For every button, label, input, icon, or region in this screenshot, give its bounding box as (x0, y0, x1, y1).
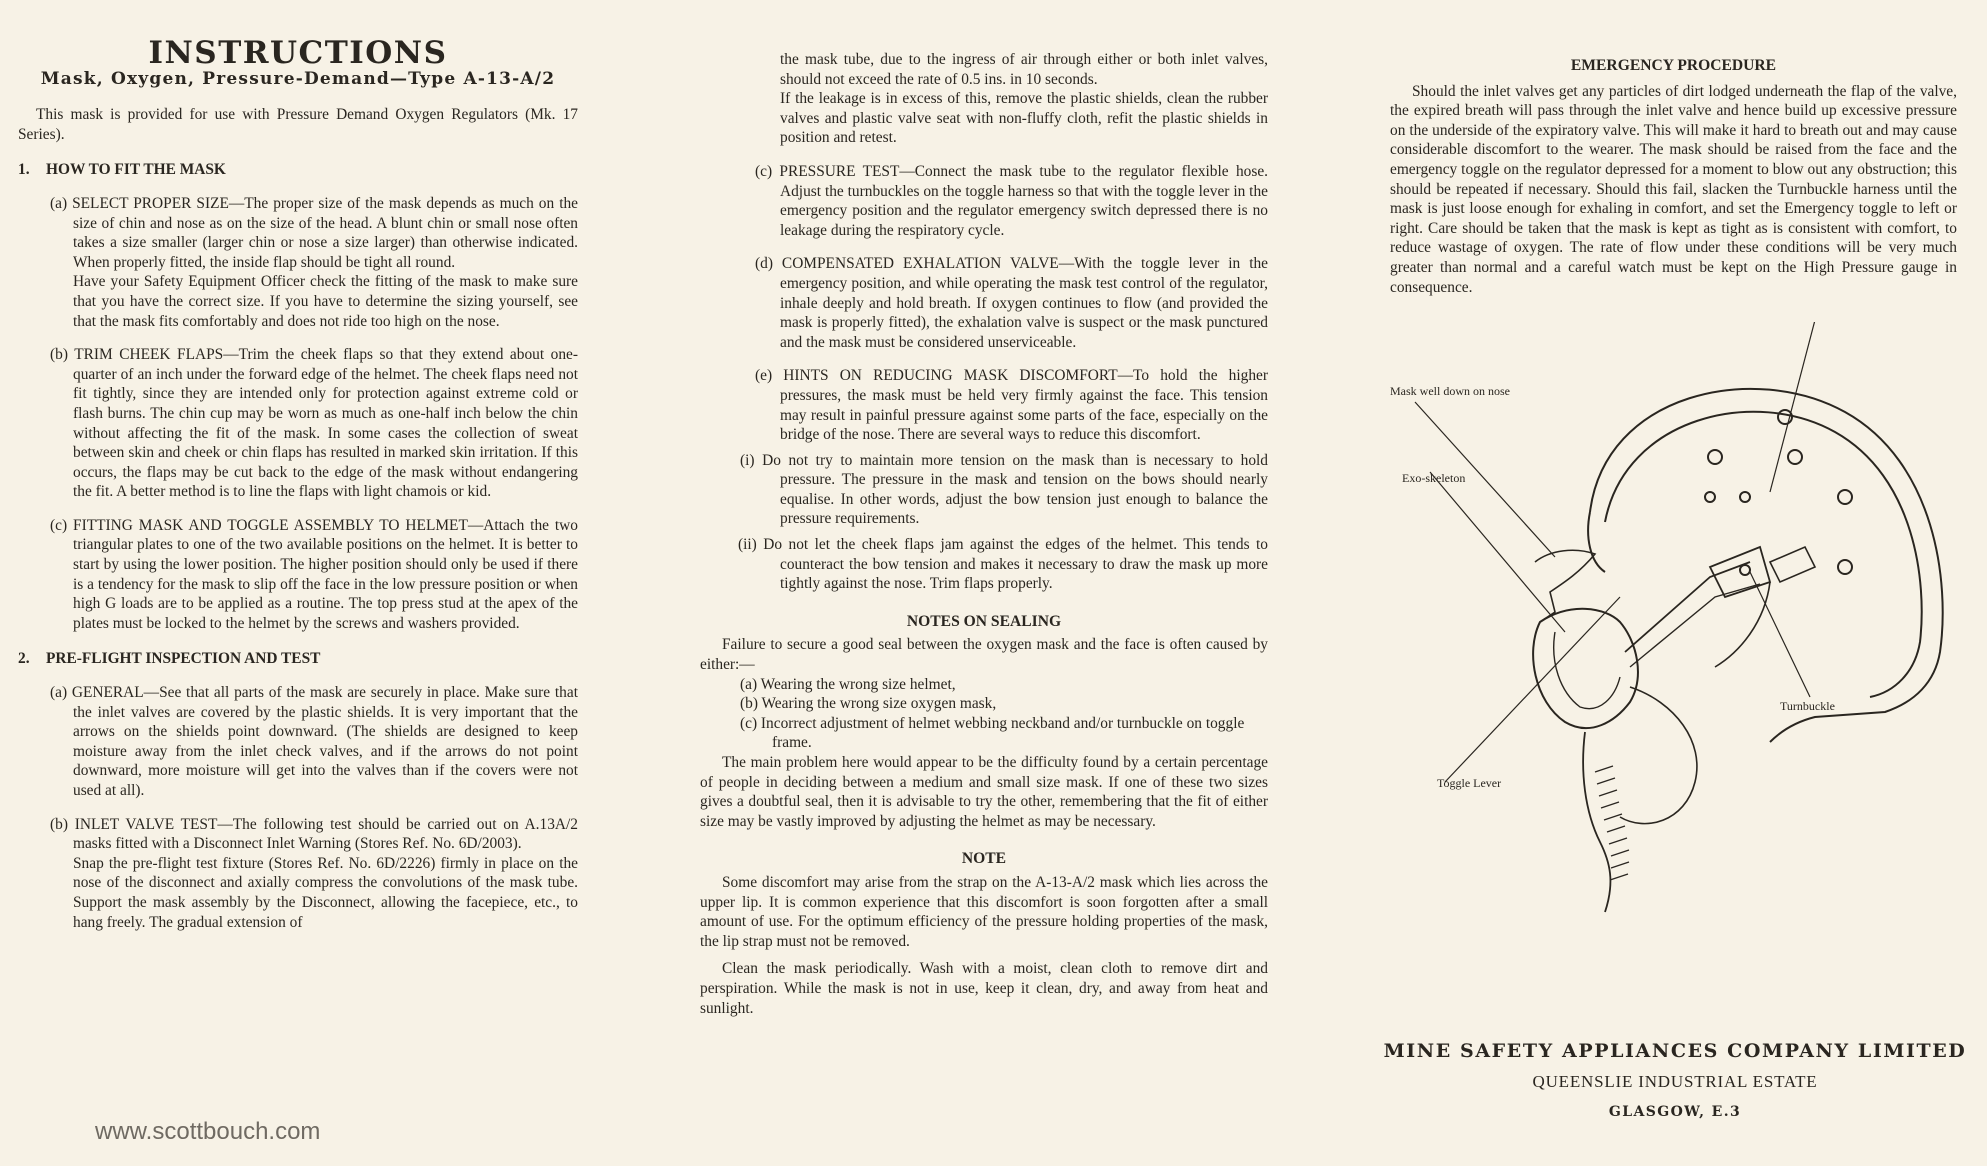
oxygen-mask (1533, 609, 1638, 728)
item-2a-text: See that all parts of the mask are securely in place. Make sure that the inlet valves are covered by the plastic shields. It is very important that the arrows on the shields point downward. (The shields are designed to keep moisture away from the inlet check valves, and if the arrows do not point downward, more moisture will get into the valves than if the covers were not used at all). (73, 684, 578, 799)
section-2-title: PRE-FLIGHT INSPECTION AND TEST (46, 650, 321, 668)
item-2d-label: (d) COMPENSATED EXHALATION VALVE— (755, 255, 1075, 273)
item-2a-label: (a) GENERAL— (50, 684, 160, 702)
item-2b-text: The following test should be carried out on A.13A/2 masks fitted with a Disconnect Inlet Warning (Stores Ref. No. 6D/2003). (73, 815, 578, 853)
company-estate: QUEENSLIE INDUSTRIAL ESTATE (1532, 1072, 1818, 1091)
section-2-heading (18, 649, 578, 669)
sealing-intro: Failure to secure a good seal between the oxygen mask and the face is often caused by either:— (700, 636, 1268, 674)
turnbuckle-body (1770, 547, 1815, 582)
intro-paragraph: This mask is provided for use with Pressure Demand Oxygen Regulators (Mk. 17 Series). (18, 106, 578, 143)
sealing-body: The main problem here would appear to be the difficulty found by a certain percentage of people in deciding between a medium and small size mask. If one of these two sizes gives a doubtful seal, then it is advisable to try the other, remembering that the fit of either size may be vastly improved by adjusting the helmet as may be necessary. (700, 754, 1268, 830)
helmet-mask-diagram (1375, 322, 1975, 982)
emergency-heading: EMERGENCY PROCEDURE (1570, 57, 1777, 74)
item-1a-text2: Have your Safety Equipment Officer check the fitting of the mask to make sure that you have the correct size. If you have to determine the sizing yourself, see that the mask fits comfortably and does not ride too high on the nose. (73, 273, 578, 330)
item-1a (18, 194, 578, 272)
item-2d (700, 254, 1268, 352)
watermark: www.scottbouch.com (95, 1118, 321, 1145)
item-1b-label: (b) TRIM CHEEK FLAPS— (50, 346, 239, 364)
item-2e-i: (i) Do not try to maintain more tension on the mask than is necessary to hold pressure. The pressure in the mask and tension on the bows should nearly equalise. In other words, adjust the bow tension just enough to balance the pressure requirements. (740, 451, 1268, 528)
note-heading: NOTE (961, 850, 1007, 868)
sealing-item-b: (b) Wearing the wrong size oxygen mask, (740, 695, 997, 713)
company-name: MINE SAFETY APPLIANCES COMPANY LIMITED (1383, 1040, 1967, 1062)
harness-strap (1625, 562, 1750, 652)
item-2c-text: Connect the mask tube to the regulator flexible hose. Adjust the turnbuckles on the toggle harness so that with the toggle lever in the emergency position and the regulator emergency switch depressed there is no leakage during the respiratory cycle. (780, 162, 1269, 239)
column-left (18, 0, 578, 932)
inlet-test-continued: the mask tube, due to the ingress of air through either or both inlet valves, should not exceed the rate of 0.5 ins. in 10 seconds. (780, 51, 1268, 88)
note-body: Some discomfort may arise from the strap on the A-13-A/2 mask which lies across the upper lip. It is common experience that this discomfort is soon forgotten after a small amount of use. For the optimum efficiency of the pressure holding properties of the mask, the lip strap must not be removed. (700, 873, 1268, 950)
item-2b-label: (b) INLET VALVE TEST— (50, 815, 233, 833)
item-2e-label: (e) HINTS ON REDUCING MASK DISCOMFORT— (755, 367, 1134, 385)
item-1a-text: The proper size of the mask depends as much on the size of chin and nose as on the size of the head. A blunt chin or small nose often takes a size smaller (larger chin or nose a size larger) than otherwise indicated. When properly fitted, the inside flap should be tight all round. (73, 194, 578, 271)
helmet-rivet (1838, 560, 1852, 574)
label-exo: Exo-skeleton (1402, 471, 1466, 485)
helmet-rivet (1705, 492, 1715, 502)
note-body-2: Clean the mask periodically. Wash with a moist, clean cloth to remove dirt and perspiration. While the mask is not in use, keep it clean, dry, and away from heat and sunlight. (700, 960, 1268, 1017)
hose-corrugations (1595, 766, 1629, 880)
helmet-rivet (1740, 492, 1750, 502)
sealing-heading: NOTES ON SEALING (906, 612, 1062, 630)
page-subtitle: Mask, Oxygen, Pressure-Demand—Type A-13-A/2 (40, 68, 556, 89)
item-2c-label: (c) PRESSURE TEST— (755, 162, 915, 180)
label-turnbuckle: Turnbuckle (1780, 699, 1835, 713)
mask-inner (1554, 632, 1620, 709)
item-1c-text: Attach the two triangular plates to one of the two available positions on the helmet. It is better to start by using the lower position. The higher position should only be used if there is a tendency for the mask to slip off the face in the low pressure position or when high G loads are to be applied as a routine. The top press stud at the apex of the plates must be locked to the helmet by the screws and washers provided. (73, 516, 578, 632)
item-1b (18, 345, 578, 502)
emergency-body: Should the inlet valves get any particles of dirt lodged underneath the flap of the valve, the expired breath will pass through the inlet valve and hence build up excessive pressure on the underside of the expiratory valve. This will make it hard to breath out and may cause considerable discomfort to the wearer. The mask should be raised from the face and the emergency toggle on the regulator depressed for a moment to blow out any obstruction; this should be repeated if necessary. Should this fail, slacken the Turnbuckle harness until the mask is just loose enough for exhaling in comfort, and set the Emergency toggle to left or right. Care should be taken that the mask is kept as tight as is consistent with comfort, to reduce wastage of oxygen. The rate of flow under these conditions will be very much greater than normal and a careful watch must be kept on the High Pressure gauge in consequence. (1390, 82, 1957, 296)
inlet-test-leakage: If the leakage is in excess of this, remove the plastic shields, clean the rubber valves and plastic valve seat with non-fluffy cloth, refit the plastic shields in position and retest. (780, 90, 1268, 147)
toggle-lever (1620, 687, 1697, 824)
anchor-stud (1740, 565, 1750, 575)
company-block (1375, 1040, 1975, 1120)
leader-exo (1430, 472, 1565, 632)
item-2b-text2: Snap the pre-flight test fixture (Stores Ref. No. 6D/2226) firmly in place on the nose of the disconnect and axially compress the convolutions of the mask tube. Support the mask assembly by the Disconnect, allowing the facepiece, etc., to hang freely. The gradual extension of (73, 854, 578, 931)
item-1a-label: (a) SELECT PROPER SIZE— (50, 194, 245, 212)
item-1b-text: Trim the cheek flaps so that they extend about one-quarter of an inch under the forward edge of the helmet. The cheek flaps need not fit tightly, since they are intended only for protection against extreme cold or flash burns. The chin cup may be worn as much as one-half inch below the chin without affecting the fit of the mask. In some cases the collection of sweat between skin and cheek or chin flaps has resulted in marked skin irritation. If this occurs, the flaps may be cut back to the edge of the mask without endangering the fit. A better method is to line the flaps with light chamois or kid. (73, 346, 578, 501)
label-nose: Mask well down on nose (1390, 384, 1510, 398)
leader-anchor (1770, 322, 1815, 492)
helmet-rivet (1708, 450, 1722, 464)
company-city: GLASGOW, E.3 (1608, 1104, 1742, 1120)
item-2b (18, 815, 578, 854)
oxygen-hose (1583, 732, 1610, 912)
sealing-list (700, 675, 1268, 753)
sealing-item-c: (c) Incorrect adjustment of helmet webbing neckband and/or turnbuckle on toggle frame. (740, 714, 1245, 752)
section-1-title: HOW TO FIT THE MASK (46, 161, 226, 179)
section-2-number: 2. (18, 650, 30, 668)
leader-turnbuckle (1750, 572, 1810, 697)
column-middle (700, 0, 1268, 1018)
item-2c (700, 162, 1268, 240)
helmet-rivet (1838, 490, 1852, 504)
item-1c-label: (c) FITTING MASK AND TOGGLE ASSEMBLY TO HELMET— (50, 516, 484, 534)
item-2e-text: To hold the higher pressures, the mask must be held very firmly against the face. This tension may result in painful pressure against some parts of the face, especially on the bridge of the nose. There are several ways to reduce this discomfort. (780, 367, 1269, 444)
helmet-front-edge (1588, 512, 1605, 572)
leader-toggle (1445, 597, 1620, 782)
sealing-item-a: (a) Wearing the wrong size helmet, (740, 675, 956, 693)
helmet-rivet (1788, 450, 1802, 464)
section-1-number: 1. (18, 161, 30, 179)
item-1c (18, 516, 578, 634)
item-2e (700, 366, 1268, 444)
helmet-inner-line (1605, 412, 1922, 697)
harness-strap-2 (1630, 584, 1760, 667)
column-right (1390, 0, 1957, 297)
label-toggle: Toggle Lever (1437, 776, 1502, 790)
item-2d-text: With the toggle lever in the emergency position, and while operating the mask test control of the regulator, inhale deeply and hold breath. If oxygen continues to flow (and provided the mask is properly fitted), the exhalation valve is suspect or the mask punctured and the mask must be considered unserviceable. (780, 255, 1269, 351)
page-title: INSTRUCTIONS (148, 35, 448, 71)
item-2e-ii: (ii) Do not let the cheek flaps jam against the edges of the helmet. This tends to counteract the bow tension and makes it necessary to draw the mask up more tightly against the nose. Trim flaps properly. (738, 536, 1268, 593)
section-1-heading (18, 160, 578, 180)
item-2a (18, 683, 578, 801)
